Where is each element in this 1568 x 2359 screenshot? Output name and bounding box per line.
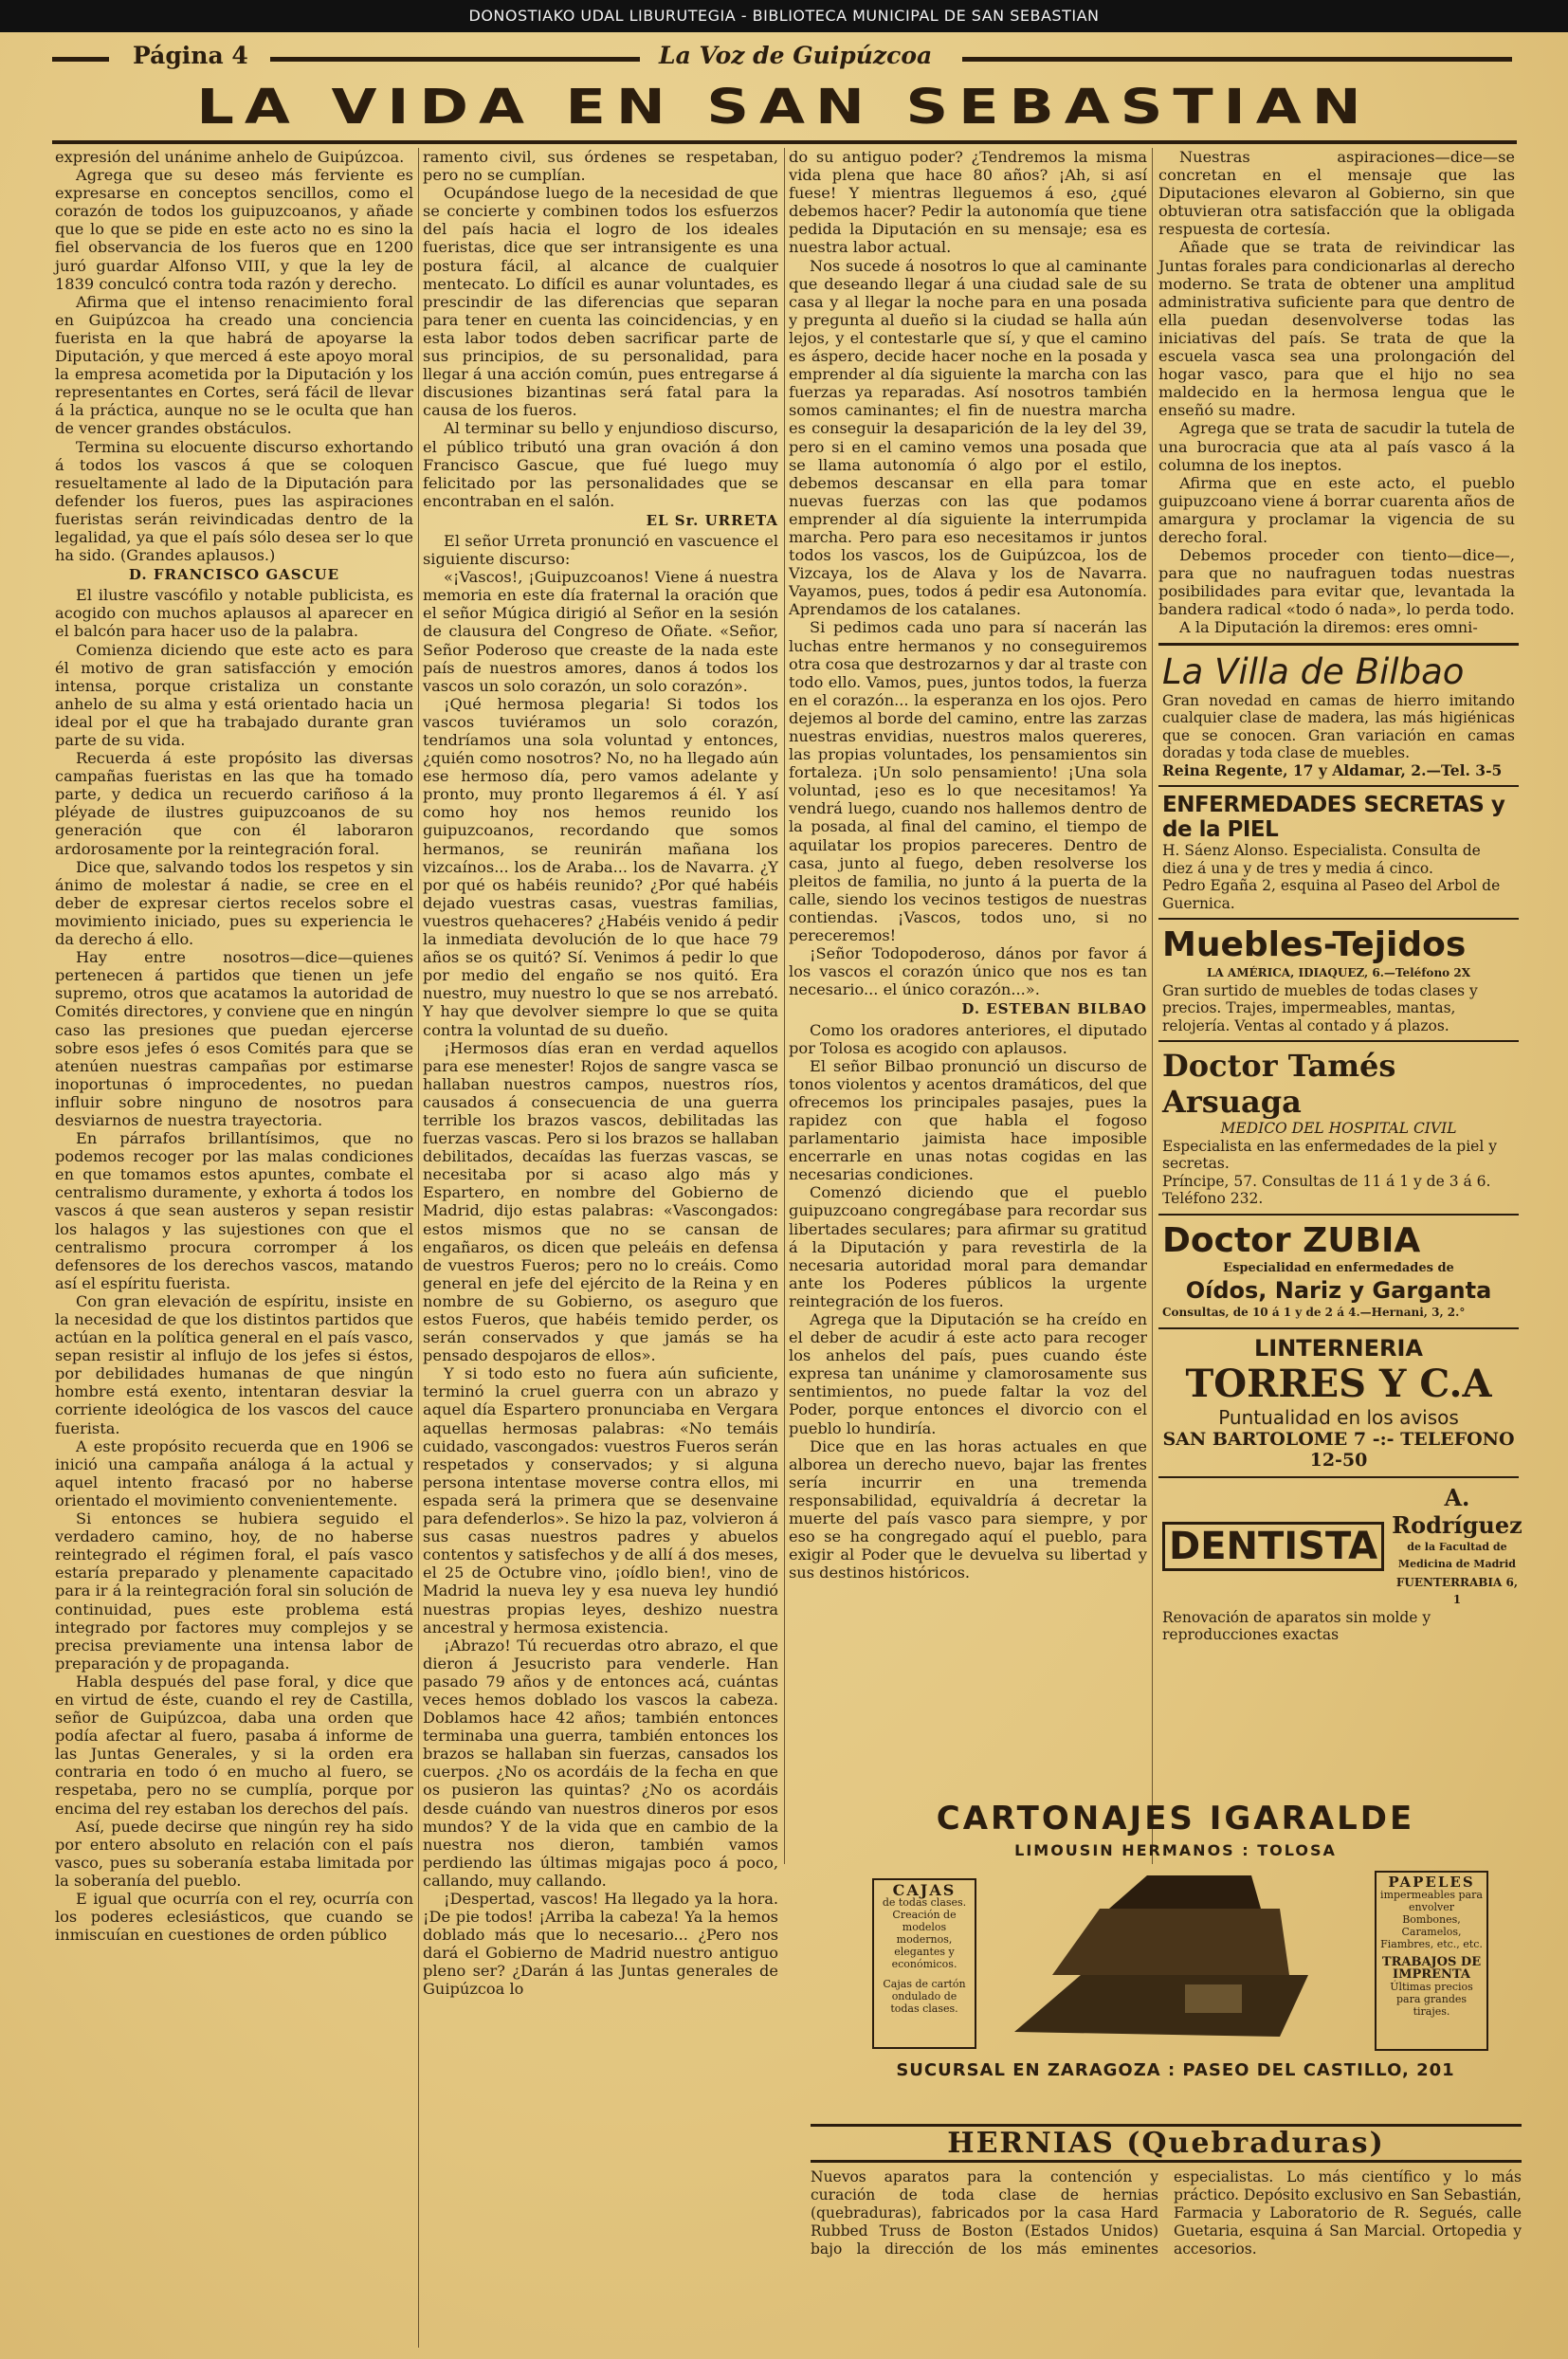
papeles-box xyxy=(1375,1871,1488,2051)
ad-address: Pedro Egaña 2, esquina al Paseo del Arbol de Guernica. xyxy=(1162,877,1501,912)
ad-address: SAN BARTOLOME 7 -:- TELEFONO 12-50 xyxy=(1162,1428,1515,1471)
cajas-title: CAJAS xyxy=(892,1881,957,1899)
paragraph: Comenzó diciendo que el pueblo guipuzcoano congregábase para recordar sus libertades seculares; para afirmar su gratitud á la Diputación y para revestirla de la necesaria autoridad moral para demandar ante los Poderes públicos la urgente reintegración de los fueros. xyxy=(789,1183,1147,1310)
paragraph: Hay entre nosotros—dice—quienes pertenecen á partidos que tienen un jefe supremo, otros que acatamos la autoridad de Comités directores, y conviene que en ningún caso las presiones que puedan ejercerse sobre esos jefes ó esos Comités para que se atenúen nuestras campañas por estimarse inoportunas ó improcedentes, no puedan influir sobre ninguno de nosotros para desviarnos de nuestra trayectoria. xyxy=(55,948,413,1129)
column-rule-1 xyxy=(418,148,419,2348)
folio-bar-mid xyxy=(270,57,640,62)
paragraph: ramento civil, sus órdenes se respetaban, pero no se cumplían. xyxy=(423,148,778,185)
ad-address: Consultas, de 10 á 1 y de 2 á 4.—Hernani, 3, 2.° xyxy=(1162,1306,1466,1320)
paragraph: El señor Urreta pronunció en vascuence el siguiente discurso: xyxy=(423,531,778,569)
speaker-heading: EL Sr. URRETA xyxy=(646,511,778,529)
ad-hernias xyxy=(811,2124,1522,2351)
paragraph: Termina su elocuente discurso exhortando á todos los vascos á que se coloquen resueltamente al lado de la Diputación para defender los fueros, pues las aspiraciones fueristas serán reivindicadas dentro de la legalidad, ya que el país sólo desea ser lo que ha sido. (Grandes aplausos.) xyxy=(55,437,413,565)
folio-line xyxy=(52,42,1512,74)
paragraph: expresión del unánime anhelo de Guipúzcoa. xyxy=(55,148,405,166)
paragraph: ¡Despertad, vascos! Ha llegado ya la hora. ¡De pie todos! ¡Arriba la cabeza! Ya la hemos doblado más que lo necesario... ¿Pero nos dará el Gobierno de Madrid nuestro antiguo pleno ser? ¿Darán á las Juntas generales de Guipúzcoa lo xyxy=(423,1890,778,1999)
paragraph: Ocupándose luego de la necesidad de que se concierte y combinen todos los esfuerzos del país hacia el logro de los ideales fueristas, dice que ser intransigente es una postura fácil, al alcance de cualquier mentecato. Lo difícil es aunar voluntades, es prescindir de las diferencias que separan para tener en cuenta las coincidencias, y en esta labor todos deben sacrificar parte de sus principios, de su personalidad, para llegar á una acción común, pues entregarse á discusiones bizantinas será fatal para la causa de los fueros. xyxy=(423,184,778,420)
paragraph: Dice que en las horas actuales en que alborea un derecho nuevo, bajar las frentes sería incurrir en una tremenda responsabilidad, equivaldría á decretar la muerte del país vasco para siempre, y por eso se ha congregado aquí el pueblo, para exigir al Poder que le devuelva su libertad y sus destinos históricos. xyxy=(789,1436,1147,1582)
ad-enfermedades xyxy=(1158,787,1519,920)
right-column xyxy=(1158,148,1522,1859)
paragraph: Comienza diciendo que este acto es para él motivo de gran satisfacción y emoción intensa, porque cristaliza un constante anhelo de su alma y está orientado hacia un ideal por el que ha trabajado durante gran parte de su vida. xyxy=(55,640,413,749)
ad-title: TORRES Y C.A xyxy=(1185,1361,1492,1406)
ad-subtitle: LIMOUSIN HERMANOS : TOLOSA xyxy=(1014,1841,1337,1859)
ad-title: Doctor Tamés Arsuaga xyxy=(1162,1048,1396,1121)
ad-title: ENFERMEDADES SECRETAS y de la PIEL xyxy=(1162,793,1505,843)
ad-address: FUENTERRABIA 6, 1 xyxy=(1395,1575,1519,1607)
ad-specialty: Oídos, Nariz y Garganta xyxy=(1185,1277,1492,1305)
papeles-body: impermeables para envolver Bombones, Caramelos, Fiambres, etc., etc. xyxy=(1380,1889,1483,1950)
ad-doctor-tames xyxy=(1158,1042,1519,1216)
ad-subtitle: de la Facultad de Medicina de Madrid xyxy=(1397,1540,1516,1571)
section-masthead: LA VIDA EN SAN SEBASTIAN xyxy=(196,78,1372,136)
paragraph: Habla después del pase foral, y dice que en virtud de éste, cuando el rey de Castilla, señor de Guipúzcoa, daba una orden que podía afectar al fuero, pasaba á informe de las Juntas Generales, y si la orden era contraria en todo ó en mucho al fuero, se respetaba, pero no se cumplía, porque por encima del rey estaban los derechos del país. xyxy=(55,1672,413,1818)
paragraph: El ilustre vascófilo y notable publicista, es acogido con muchos aplausos al aparecer en el balcón para hacer uso de la palabra. xyxy=(55,586,413,641)
ad-subtitle: LA AMÉRICA, IDIAQUEZ, 6.—Teléfono 2X xyxy=(1206,966,1471,980)
paragraph: Nuestras aspiraciones—dice—se concretan en el mensaje que las Diputaciones elevaron al Gobierno, sin que obtuvieran otra satisfacción que la obligada respuesta de cortesía. xyxy=(1158,148,1515,239)
ad-body: H. Sáenz Alonso. Especialista. Consulta de diez á una y de tres y media á cinco. xyxy=(1162,842,1481,877)
ad-dentista xyxy=(1158,1478,1522,1650)
ad-muebles xyxy=(1158,920,1519,1042)
ad-title: Muebles-Tejidos xyxy=(1162,925,1467,965)
paragraph: Si entonces se hubiera seguido el verdadero camino, hoy, de no haberse reintegrado el régimen foral, el país vasco estaría preparado y plenamente capacitado para ir á la reintegración foral sin solución de continuidad, pues este problema está integrado por factores muy complejos y se precisa previamente una intensa labor de preparación y de propaganda. xyxy=(55,1509,413,1673)
folio-bar-right xyxy=(962,57,1512,62)
article-column-1 xyxy=(55,148,413,2357)
paragraph: Agrega que su deseo más ferviente es expresarse en conceptos sencillos, como el corazón de todos los guipuzcoanos, y añade que lo que se pide en este acto no es sino la fiel observancia de los fueros que en 1200 juró guardar Alfonso VIII, y que la ley de 1839 conculcó contra toda razón y derecho. xyxy=(55,166,413,293)
paragraph: E igual que ocurría con el rey, ocurría con los poderes eclesiásticos, que cuando se inmiscuían en cuestiones de orden público xyxy=(55,1890,413,1945)
ad-body: Puntualidad en los avisos xyxy=(1218,1405,1459,1429)
article-column-2 xyxy=(423,148,778,1999)
ad-title: CARTONAJES IGARALDE xyxy=(936,1800,1415,1838)
paragraph: Agrega que la Diputación se ha creído en el deber de acudir á este acto para recoger los anhelos del país, pues cuando éste expresa tan unánime y clamorosamente sus sentimientos, no puede faltar la voz del Poder, porque entonces el divorcio con el pueblo lo hundiría. xyxy=(789,1310,1147,1437)
ad-subtitle: MEDICO DEL HOSPITAL CIVIL xyxy=(1220,1120,1457,1138)
boxes-illustration xyxy=(995,1871,1327,2056)
paragraph: Dice que, salvando todos los respetos y sin ánimo de molestar á nadie, se cree en el deber de expresar ciertos recelos sobre el movimiento iniciado, pues su experiencia le da derecho á ello. xyxy=(55,857,413,949)
paragraph: ¡Abrazo! Tú recuerdas otro abrazo, el que dieron á Jesucristo para venderle. Han pasado 79 años y de entonces acá, cuántas veces hemos doblado los vascos la cabeza. Doblamos hace 42 años; también entonces terminaba una guerra, también entonces los brazos se hallaban sin fuerzas, cansados los cuerpos. ¿No os acordáis de la fecha en que os pusieron las quintas? ¿No os acordáis desde cuándo van nuestros dineros por esos mundos? Y de la vida que en cambio de la nuestra nos dieron, también vamos perdiendo las últimas migajas poco á poco, callando, muy callando. xyxy=(423,1636,778,1890)
ad-subtitle: Especialidad en enfermedades de xyxy=(1223,1260,1454,1275)
cajas-box xyxy=(872,1878,976,2049)
paragraph: A este propósito recuerda que en 1906 se inició una campaña análoga á la actual y aquel intento fracasó por no haberse orientado el movimiento convenientemente. xyxy=(55,1436,413,1509)
paragraph: Con gran elevación de espíritu, insiste en la necesidad de que los distintos partidos que actúan en la política general en el país vasco, sepan resistir al influjo de los jefes si éstos, por debilidades humanas de que ningún hombre está exento, intentaran desviar la corriente ideológica de los vascos del cauce fuerista. xyxy=(55,1291,413,1437)
paragraph: Afirma que el intenso renacimiento foral en Guipúzcoa ha creado una conciencia fuerista en la que habrá de apoyarse la Diputación, y que merced á este apoyo moral la empresa acometida por la Diputación y los representantes en Cortes, será fácil de llevar á la práctica, aunque no se le oculta que han de vencer grandes obstáculos. xyxy=(55,292,413,438)
paragraph: Nos sucede á nosotros lo que al caminante que deseando llegar á una ciudad sale de su casa y al llegar la noche para en una posada y pregunta al dueño si la ciudad se halla aún lejos, y el contestarle que sí, y que el camino es áspero, decide hacer noche en la posada y emprender al día siguiente la marcha con las fuerzas ya reparadas. Así nosotros también somos caminantes; el fin de nuestra marcha es conseguir la desaparición de la ley del 39, pero si en el camino vemos una posada que se llama autonomía ó algo por el estilo, debemos descansar en ella para tomar nuevas fuerzas con las que podamos emprender al día siguiente la interrumpida marcha. Pero para eso necesitamos ir juntos todos los vascos, los de Guipúzcoa, los de Vizcaya, los de Alava y los de Navarra. Vayamos, pues, todos á pedir esa Autonomía. Aprendamos de los catalanes. xyxy=(789,256,1147,619)
ad-torres xyxy=(1158,1329,1519,1478)
trabajos-body: Últimas precios para grandes tirajes. xyxy=(1390,1981,1473,2018)
ad-body: Renovación de aparatos sin molde y reproducciones exactas xyxy=(1162,1608,1431,1644)
paragraph: Si pedimos cada uno para sí nacerán las luchas entre hermanos y no conseguiremos otra cosa que destrozarnos y dar al traste con todo ello. Vamos, pues, juntos todos, la fuerza en el corazón... la esperanza en los ojos. Pero dejemos al borde del camino, entre las zarzas nuestras envidias, nuestros malos quereres, las propias voluntades, los pensamientos sin fortaleza. ¡Un solo pensamiento! ¡Una sola voluntad, ¡eso es lo que necesitamos! Ya vendrá luego, cuando nos hallemos dentro de la posada, al final del camino, el tiempo de aquilatar los propios pareceres. Dentro de casa, junto al fuego, deben resolverse los pleitos de familia, no junto á la puerta de la calle, siendo los vecinos testigos de nuestras contiendas. ¡Vascos, todos uno, si no pereceremos! xyxy=(789,618,1147,945)
archive-header: DONOSTIAKO UDAL LIBURUTEGIA - BIBLIOTECA MUNICIPAL DE SAN SEBASTIAN xyxy=(0,0,1568,32)
ad-title: DENTISTA xyxy=(1162,1522,1384,1571)
paragraph: En párrafos brillantísimos, que no podemos recoger por las malas condiciones en que tomamos estos apuntes, combate el centralismo duramente, y exhorta á todos los vascos á que sean austeros y sepan resistir los halagos y las sujestiones con que el centralismo procura corromper á los defensores de los derechos vascos, matando así el espíritu fuerista. xyxy=(55,1129,413,1292)
ad-doctor-zubia xyxy=(1158,1216,1519,1329)
ad-title: Doctor ZUBIA xyxy=(1162,1220,1421,1260)
ad-body: Gran surtido de muebles de todas clases y precios. Trajes, impermeables, mantas, relojería. Ventas al contado y á plazos. xyxy=(1162,981,1478,1034)
paragraph: El señor Bilbao pronunció un discurso de tonos violentos y acentos dramáticos, del que ofrecemos los principales pasajes, pues la rapidez con que habla el fogoso parlamentario jaimista hace imposible encerrarle en unas notas cogidas en las necesarias condiciones. xyxy=(789,1056,1147,1184)
masthead-rule xyxy=(52,140,1517,144)
paragraph: Agrega que se trata de sacudir la tutela de una burocracia que ata al país vasco á la columna de los ineptos. xyxy=(1158,419,1515,474)
paragraph: Como los oradores anteriores, el diputado por Tolosa es acogido con aplausos. xyxy=(789,1020,1147,1057)
box-base xyxy=(1014,1975,1308,2037)
paragraph: Al terminar su bello y enjundioso discurso, el público tributó una gran ovación á don Francisco Gascue, que fué luego muy felicitado por las personalidades que se encontraban en el salón. xyxy=(423,419,778,510)
ad-title: La Villa de Bilbao xyxy=(1162,650,1465,692)
article-column-4 xyxy=(1158,148,1515,637)
paragraph: Afirma que en este acto, el pueblo guipuzcoano viene á borrar cuarenta años de amargura y proclamar la vigencia de su derecho foral. xyxy=(1158,473,1515,546)
paragraph: «¡Vascos!, ¡Guipuzcoanos! Viene á nuestra memoria en este día fraternal la oración que el señor Múgica dirigió al Señor en la sesión de clausura del Congreso de Oñate. «Señor, Señor Poderoso que creaste de la nada este país de nuestros amores, danos á todos los vascos un solo corazón, un solo corazón». xyxy=(423,568,778,695)
ad-body: Nuevos aparatos para la contención y curación de toda clase de hernias (quebraduras), fabricados por la casa Hard Rubbed Truss de Boston (Estados Unidos) bajo la dirección de los más eminentes especialistas. Lo más científico y lo más práctico. Depósito exclusivo en San Sebastián, Farmacia y Laboratorio de R. Segués, calle Guetaria, esquina á San Marcial. Ortopedia y accesorios. xyxy=(811,2168,1522,2258)
ad-villa-bilbao xyxy=(1158,646,1519,788)
box-label xyxy=(1185,1984,1242,2013)
speaker-heading: D. ESTEBAN BILBAO xyxy=(961,1000,1147,1018)
cajas-body: de todas clases. Creación de modelos modernos, elegantes y económicos. xyxy=(882,1896,967,1970)
paragraph: ¡Qué hermosa plegaria! Si todos los vascos tuviéramos un solo corazón, tendríamos una sola voluntad y entonces, ¿quién como nosotros? No, no ha llegado aún ese hermoso día, pero vamos adelante y pronto, muy pronto llegaremos á él. Y así como hoy nos hemos reunido los guipuzcoanos, recordando que somos hermanos, se reunirán mañana los vizcaínos... los de Araba... los de Navarra. ¿Y por qué os habéis reunido? ¿Por qué habéis dejado vuestras casas, vuestras familias, vuestros quehaceres? ¿Habéis venido á pedir la inmediata devolución de lo que hace 79 años se os quitó? Sí. Venimos á pedir lo que por medio del engaño se nos quitó. Era nuestro, muy nuestro lo que se nos arrebató. Y hay que devolver siempre lo que se quita contra la voluntad de su dueño. xyxy=(423,694,778,1039)
box-middle xyxy=(1052,1909,1289,1975)
column-rule-2 xyxy=(784,148,785,1864)
trabajos-title: TRABAJOS DE IMPRENTA xyxy=(1381,1955,1482,1982)
ad-body: Especialista en las enfermedades de la piel y secretas. xyxy=(1162,1137,1497,1173)
ad-cartonajes xyxy=(853,1800,1498,2094)
paragraph: Recuerda á este propósito las diversas campañas fueristas en las que ha tomado parte, y dedica un recuerdo cariñoso á la pléyade de ilustres guipuzcoanos de su generación que con él laboraron ardorosamente por la reintegración foral. xyxy=(55,749,413,858)
paragraph: A la Diputación la diremos: eres omni- xyxy=(1179,618,1478,637)
ad-address: Príncipe, 57. Consultas de 11 á 1 y de 3 á 6. Teléfono 232. xyxy=(1162,1172,1491,1208)
paragraph: Añade que se trata de reivindicar las Juntas forales para condicionarlas al derecho moderno. Se trata de obtener una amplitud administrativa suficiente para que dentro de ella puedan desenvolverse todas las iniciativas del país. Se trata de que la escuela vasca sea una prolongación del hogar vasco, para que el hijo no sea maldecido en la hermosa lengua que le enseñó su madre. xyxy=(1158,238,1515,420)
paragraph: Debemos proceder con tiento—dice—, para que no naufraguen todas nuestras posibilidades para evitar que, levantada la bandera radical «todo ó nada», lo perda todo. xyxy=(1158,546,1515,619)
newspaper-name: La Voz de Guipúzcoa xyxy=(659,42,933,69)
cajas-extra: Cajas de cartón ondulado de todas clases. xyxy=(883,1978,966,2015)
paragraph: Así, puede decirse que ningún rey ha sido por entero absoluto en relación con el país vasco, pues su soberanía estaba limitada por la soberanía del pueblo. xyxy=(55,1817,413,1890)
ad-address: Reina Regente, 17 y Aldamar, 2.—Tel. 3-5 xyxy=(1162,760,1503,779)
article-column-3 xyxy=(789,148,1147,1864)
page-number: Página 4 xyxy=(133,42,248,69)
paragraph: Y si todo esto no fuera aún suficiente, terminó la cruel guerra con un abrazo y aquel día Espartero pronunciaba en Vergara aquellas hermosas palabras: «No temáis cuidado, vascongados: vuestros Fueros serán respetados y conservados; y si alguna persona intentase moverse contra ellos, mi espada será la primera que se desenvaine para defenderlos». Se hizo la paz, volvieron á sus casas nuestros padres y abuelos contentos y satisfechos y de allí á dos meses, el 25 de Octubre vino, ¡oídlo bien!, vino de Madrid la nueva ley y esa nueva ley hundió nuestras propias leyes, deshizo nuestra ancestral y hermosa existencia. xyxy=(423,1364,778,1637)
papeles-title: PAPELES xyxy=(1388,1874,1475,1891)
folio-bar-left xyxy=(52,57,109,62)
speaker-heading: D. FRANCISCO GASCUE xyxy=(128,566,340,584)
ad-address: SUCURSAL EN ZARAGOZA : PASEO DEL CASTILLO, 201 xyxy=(896,2060,1455,2080)
box-top xyxy=(1109,1875,1261,1909)
paragraph: ¡Hermosos días eran en verdad aquellos para ese menester! Rojos de sangre vasca se hallaban nuestros campos, nuestros ríos, causados á consecuencia de una guerra terrible los brazos vascos, debilitadas las fuerzas vascas. Pero si los brazos se hallaban debilitados, decaídas las fuerzas vascas, se necesitaba por si acaso algo más y Espartero, en nombre del Gobierno de Madrid, dijo estas palabras: «Vascongados: estos mismos que no se cansan de engañaros, os dicen que peleáis en defensa de vuestros Fueros; pero no lo creáis. Como general en jefe del ejército de la Reina y en nombre de su Gobierno, os aseguro que estos Fueros, que habéis temido perder, os serán conservados y que jamás se ha pensado despojaros de ellos». xyxy=(423,1038,778,1365)
column-rule-3 xyxy=(1152,148,1153,1864)
ad-name: A. Rodríguez xyxy=(1392,1483,1522,1539)
paragraph: ¡Señor Todopoderoso, dános por favor á los vascos el corazón único que nos es tan necesario... el único corazón...». xyxy=(789,944,1147,999)
ad-body: Gran novedad en camas de hierro imitando cualquier clase de madera, las más higiénicas que se conocen. Gran variación en camas doradas y toda clase de muebles. xyxy=(1162,691,1515,762)
paragraph: do su antiguo poder? ¿Tendremos la misma vida plena que hace 80 años? ¡Ah, si así fuese! Y mientras lleguemos á eso, ¿qué debemos hacer? Pedir la autonomía que tiene pedida la Diputación en su mensaje; esa es nuestra labor actual. xyxy=(789,148,1147,257)
ad-title: HERNIAS (Quebraduras) xyxy=(811,2124,1522,2163)
ad-kicker: LINTERNERIA xyxy=(1253,1334,1424,1362)
